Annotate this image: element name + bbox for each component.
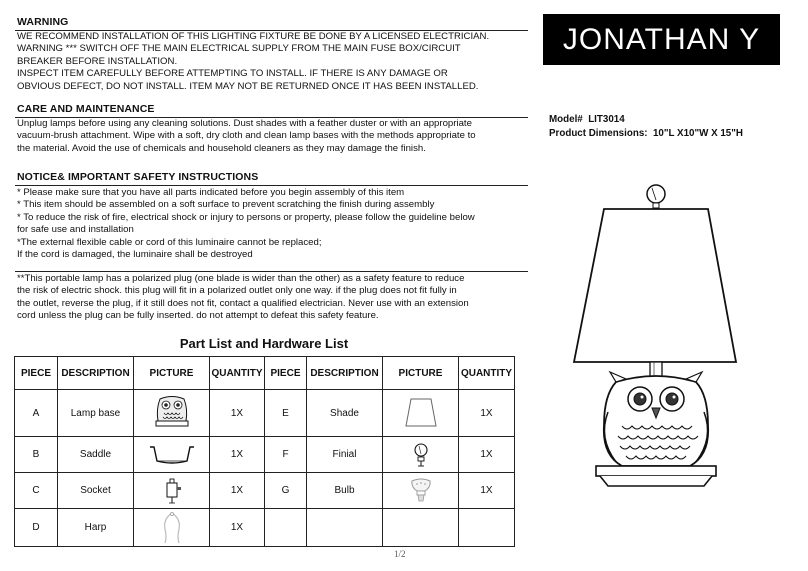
table-row — [15, 437, 515, 473]
quantity-cell: 1X — [210, 473, 265, 509]
harp-picture — [157, 511, 187, 545]
piece-cell: B — [15, 437, 58, 473]
piece-cell: G — [265, 473, 307, 509]
parts-table — [14, 356, 515, 547]
page-number: 1/2 — [394, 549, 406, 559]
description-cell: Finial — [307, 437, 383, 473]
quantity-cell: 1X — [210, 509, 265, 547]
table-row — [15, 473, 515, 509]
picture-cell — [134, 473, 210, 509]
dimensions-value: 10"L X10"W X 15"H — [652, 128, 743, 139]
description-cell: Shade — [307, 390, 383, 437]
description-cell: Bulb — [307, 473, 383, 509]
care-title: CARE AND MAINTENANCE — [17, 103, 155, 115]
dimensions-line — [549, 127, 743, 140]
piece-cell: C — [15, 473, 58, 509]
quantity-cell: 1X — [459, 437, 515, 473]
model-value: LIT3014 — [588, 114, 625, 125]
warning-title: WARNING — [17, 16, 69, 28]
table-row — [15, 509, 515, 547]
quantity-cell: 1X — [459, 390, 515, 437]
picture-cell — [134, 437, 210, 473]
description-cell: Lamp base — [58, 390, 134, 437]
picture-cell — [383, 473, 459, 509]
safety-title: NOTICE& IMPORTANT SAFETY INSTRUCTIONS — [17, 171, 259, 183]
quantity-cell: 1X — [459, 473, 515, 509]
picture-cell — [383, 509, 459, 547]
socket-picture — [161, 477, 183, 505]
table-row — [15, 390, 515, 437]
header-quantity: QUANTITY — [459, 357, 515, 390]
picture-cell — [383, 437, 459, 473]
piece-cell: A — [15, 390, 58, 437]
safety-rule — [15, 185, 528, 186]
quantity-cell: 1X — [210, 390, 265, 437]
saddle-picture — [146, 441, 198, 469]
description-cell: Saddle — [58, 437, 134, 473]
piece-cell: D — [15, 509, 58, 547]
description-cell: Harp — [58, 509, 134, 547]
plug-rule — [15, 271, 528, 272]
model-label: Model# — [549, 114, 583, 125]
picture-cell — [134, 390, 210, 437]
piece-cell: F — [265, 437, 307, 473]
picture-cell — [134, 509, 210, 547]
header-piece: PIECE — [15, 357, 58, 390]
header-picture: PICTURE — [383, 357, 459, 390]
quantity-cell — [459, 509, 515, 547]
quantity-cell: 1X — [210, 437, 265, 473]
header-piece: PIECE — [265, 357, 307, 390]
plug-text: **This portable lamp has a polarized plug (one blade is wider than the other) as a safety feature to reduce the risk of electric shock. this plug will fit in a polarized outlet only one way. if the plug does not fit fully in the outlet, reverse the plug, if it still does not fit, contact a qualified electrician. Never use with an extension cord unless the plug can be fully inserted. do not attempt to defeat this safety feature. — [17, 273, 469, 322]
safety-text: * Please make sure that you have all parts indicated before you begin assembly of this item * This item should be assembled on a soft surface to prevent scratching the finish during assembly * To reduce the risk of fire, electrical shock or injury to persons or property, please follow the guideline below for safe use and installation *The external flexible cable or cord of this luminaire cannot be replaced; If the cord is damaged, the luminaire shall be destroyed — [17, 187, 475, 261]
header-description: DESCRIPTION — [58, 357, 134, 390]
description-cell: Socket — [58, 473, 134, 509]
parts-title: Part List and Hardware List — [179, 336, 349, 351]
brand-logo: JONATHAN Y — [543, 14, 780, 65]
table-header-row — [15, 357, 515, 390]
dimensions-label: Product Dimensions: — [549, 128, 648, 139]
picture-cell — [383, 390, 459, 437]
header-quantity: QUANTITY — [210, 357, 265, 390]
description-cell — [307, 509, 383, 547]
shade-picture — [401, 393, 441, 433]
finial-picture — [409, 440, 433, 470]
warning-text: WE RECOMMEND INSTALLATION OF THIS LIGHTING FIXTURE BE DONE BY A LICENSED ELECTRICIAN. WARNING *** SWITCH OFF THE MAIN ELECTRICAL SUPPLY FROM THE MAIN FUSE BOX/CIRCUIT BREAKER BEFORE INSTALLATION. INSPECT ITEM CAREFULLY BEFORE ATTEMPTING TO INSTALL. IF THERE IS ANY DAMAGE OR OBVIOUS DEFECT, DO NOT INSTALL. ITEM MAY NOT BE RETURNED ONCE IT HAS BEEN INSTALLED. — [17, 31, 490, 92]
header-picture: PICTURE — [134, 357, 210, 390]
piece-cell — [265, 509, 307, 547]
owl-lamp-illustration — [560, 180, 750, 490]
care-text: Unplug lamps before using any cleaning solutions. Dust shades with a feather duster or with an appropriate vacuum-brush attachment. Wipe with a soft, dry cloth and clean lamp bases with the methods appropriate to the material. Avoid the use of chemicals and household cleaners as they may damage the finish. — [17, 118, 476, 154]
piece-cell: E — [265, 390, 307, 437]
lamp-base-picture — [152, 393, 192, 433]
bulb-picture — [409, 477, 433, 505]
header-description: DESCRIPTION — [307, 357, 383, 390]
model-line — [549, 113, 625, 126]
